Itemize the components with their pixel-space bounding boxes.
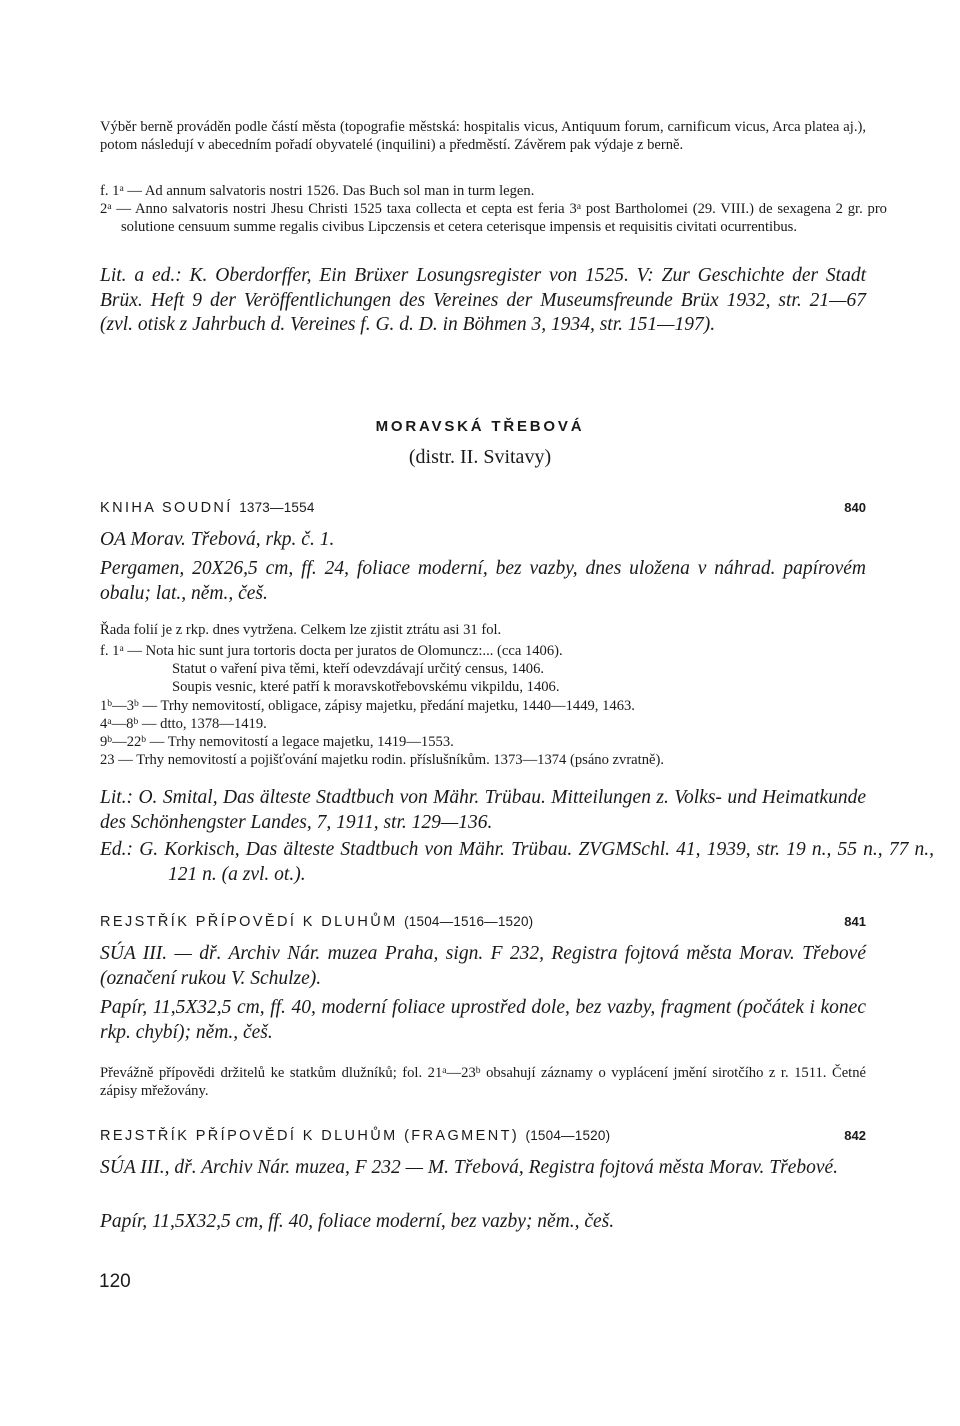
folio-sup: a xyxy=(107,715,112,727)
folio-text: — dtto, 1378—1419. xyxy=(138,715,267,732)
entry-841-archive: SÚA III. — dř. Archiv Nár. muzea Praha, sign. F 232, Registra fojtová města Morav. Třebové (označení rukou V. Schulze). xyxy=(100,943,866,989)
entry-840-material: Pergamen, 20X26,5 cm, ff. 24, foliace moderní, bez vazby, dnes uložena v náhrad. papírovém obalu; lat., něm., češ. xyxy=(100,558,866,604)
folio-ref: 4 xyxy=(100,715,108,732)
entry-840-note: Řada folií je z rkp. dnes vytržena. Celkem lze zjistit ztrátu asi 31 fol. xyxy=(100,622,502,638)
folio-text: Statut o vaření piva těmi, kteří odevzdávají určitý census, 1406. xyxy=(172,661,545,678)
folio-ref: f. 1 xyxy=(100,183,120,199)
folio-ref: —8 xyxy=(111,715,134,732)
entry-title: REJSTŘÍK PŘÍPOVĚDÍ K DLUHŮM (FRAGMENT) xyxy=(100,1128,520,1144)
contents-line xyxy=(100,733,866,751)
folio-sup: b xyxy=(141,734,147,746)
contents-line xyxy=(100,678,866,696)
folio-sup: b xyxy=(107,697,113,709)
folio-sup: b xyxy=(107,734,113,746)
entry-title: REJSTŘÍK PŘÍPOVĚDÍ K DLUHŮM xyxy=(100,914,398,930)
literature-text: Lit. a ed.: K. Oberdorffer, Ein Brüxer Losungsregister von 1525. V: Zur Geschichte der Stadt Brüx. Heft 9 der Veröffentlichungen des Vereines der Museumsfreunde Brüx 1932, str. 21—67 (zvl. otisk z Jahrbuch d. Vereines f. G. d. D. in Böhmen 3, 1934, str. 151—197). xyxy=(100,265,866,336)
note-text: Převážně přípovědi držitelů ke statkům dlužníků; fol. 21 xyxy=(100,1065,443,1081)
entry-841-heading xyxy=(100,914,866,930)
folio-sup: a xyxy=(442,1065,447,1077)
folio-sup: b xyxy=(133,715,139,727)
intro-f2-line xyxy=(100,200,887,236)
note-text: —23 xyxy=(446,1065,476,1081)
folio-text: — Trhy nemovitostí a pojišťování majetku rodin. příslušníkům. 1373—1374 (psáno zvratně). xyxy=(114,752,664,769)
contents-line xyxy=(100,642,866,660)
entry-840-edition: Ed.: G. Korkisch, Das älteste Stadtbuch von Mähr. Trübau. ZVGMSchl. 41, 1939, str. 19 n., 55 n., 77 n., 121 n. (a zvl. ot.). xyxy=(100,839,934,885)
folio-text: — Nota hic sunt jura tortoris docta per juratos de Olomuncz:... (cca 1406). xyxy=(123,643,563,659)
intro-f1-line xyxy=(100,182,866,200)
section-title: MORAVSKÁ TŘEBOVÁ xyxy=(375,418,585,435)
contents-line xyxy=(100,697,866,715)
folio-text: — Trhy nemovitostí a legace majetku, 1419—1553. xyxy=(146,734,454,751)
contents-line xyxy=(100,660,866,678)
folio-ref: —3 xyxy=(112,697,134,714)
entry-number: 842 xyxy=(844,1128,866,1143)
page-number: 120 xyxy=(99,1271,131,1292)
entry-841-material: Papír, 11,5X32,5 cm, ff. 40, moderní foliace uprostřed dole, bez vazby, fragment (počátek i konec rkp. chybí); něm., češ. xyxy=(100,997,866,1043)
entry-841-note xyxy=(100,1064,866,1100)
folio-sup: b xyxy=(475,1065,481,1077)
folio-ref: 23 xyxy=(100,752,115,769)
entry-842-material: Papír, 11,5X32,5 cm, ff. 40, foliace moderní, bez vazby; něm., češ. xyxy=(100,1211,615,1232)
folio-ref: f. 1 xyxy=(100,643,120,659)
entry-range: 1373—1554 xyxy=(239,500,315,515)
folio-sup: a xyxy=(576,201,582,213)
folio-sup: b xyxy=(134,697,139,709)
entry-842-heading xyxy=(100,1128,866,1144)
folio-ref: 9 xyxy=(100,734,108,751)
entry-842-archive: SÚA III., dř. Archiv Nár. muzea, F 232 — M. Třebová, Registra fojtová města Morav. Třebové. xyxy=(100,1157,839,1178)
folio-text: post Bartholomei (29. VIII.) de sexagena 2 gr. pro solutione censuum summe regalis civibus Lipczensis et cetera ceterisque impensis et requisitis civitati ocurrentibus. xyxy=(121,201,887,236)
entry-840-archive: OA Morav. Třebová, rkp. č. 1. xyxy=(100,529,335,550)
folio-text: — Ad annum salvatoris nostri 1526. Das Buch sol man in turm legen. xyxy=(123,183,535,199)
folio-sup: a xyxy=(107,201,112,213)
folio-ref: 1 xyxy=(100,697,108,714)
folio-ref: 2 xyxy=(100,201,108,217)
entry-840-heading xyxy=(100,500,866,516)
entry-range: (1504—1516—1520) xyxy=(404,914,534,929)
intro-text: Výběr berně prováděn podle částí města (topografie městská: hospitalis vicus, Antiquum forum, carnificum vicus, Arca platea aj.), potom následují v abecedním pořadí obyvatelé (inquilini) a předměstí. Závěrem pak výdaje z berně. xyxy=(100,119,866,154)
intro-paragraph xyxy=(100,118,866,154)
note-text: obsahují záznamy o vyplácení jmění sirotčího z r. 1511. Četné zápisy mřežovány. xyxy=(100,1065,867,1100)
entry-range: (1504—1520) xyxy=(525,1128,611,1143)
entry-number: 840 xyxy=(844,500,866,515)
entry-840-literature: Lit.: O. Smital, Das älteste Stadtbuch von Mähr. Trübau. Mitteilungen z. Volks- und Heimatkunde des Schönhengster Landes, 7, 1911, str. 129—136. xyxy=(100,787,866,833)
contents-line xyxy=(100,751,866,769)
entry-number: 841 xyxy=(844,914,866,929)
contents-line xyxy=(100,715,866,733)
folio-sup: a xyxy=(119,643,124,655)
folio-text: — Anno salvatoris nostri Jhesu Christi 1525 taxa collecta et cepta est feria 3 xyxy=(111,201,577,217)
entry-title: KNIHA SOUDNÍ xyxy=(100,500,233,516)
intro-literature xyxy=(100,264,866,338)
section-subtitle: (distr. II. Svitavy) xyxy=(408,446,552,468)
entry-840-contents xyxy=(100,642,866,769)
folio-text: — Trhy nemovitostí, obligace, zápisy majetku, předání majetku, 1440—1449, 1463. xyxy=(138,697,635,714)
folio-sup: a xyxy=(119,183,124,195)
folio-text: Soupis vesnic, které patří k moravskotřebovskému vikpildu, 1406. xyxy=(172,679,560,696)
folio-ref: —22 xyxy=(112,734,142,751)
